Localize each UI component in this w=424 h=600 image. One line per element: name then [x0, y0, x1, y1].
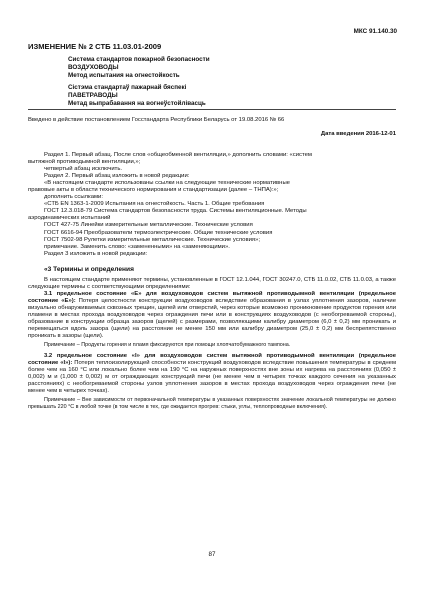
page-number: 87: [208, 551, 216, 558]
text-line: Раздел 2. Первый абзац изложить в новой редакции:: [44, 173, 190, 180]
text-line: ГОСТ 6616-94 Преобразователи термоэлектрические. Общие технические условия: [44, 229, 273, 236]
term-3-1-paragraph: [28, 291, 396, 340]
text-line: «В настоящем стандарте использованы ссылки на следующие технические нормативные: [44, 180, 290, 187]
term-3-1-title: 3.1 предельное состояние «Е» для воздуховодов систем вытяжной противодымной вентиляции (предельное состояние «Е»):: [28, 291, 396, 305]
text-line: Раздел 1. Первый абзац. После слов «общеобменной вентиляции,» дополнить словами: «систем: [44, 152, 312, 158]
section-1-2-changes: [28, 152, 396, 258]
title-by-line3: Метад выпрабавання на вогнеўстойлівасць: [68, 100, 206, 108]
text-line: дополнить ссылками:: [44, 194, 103, 201]
standard-titles: [68, 56, 210, 108]
text-line: ГОСТ 7502-98 Рулетки измерительные металлические. Технические условия»;: [44, 236, 260, 243]
term-3-1-definition: Потеря целостности конструкции воздуховодов вследствие образования в узлах уплотнения зазоров, наличие визуально обнаруживаемых сквозных трещин, щелей или отверстий, через которые возможно проникновение продуктов горения или пламени в местах прохода воздуховодов через ограждения печи или в конструкциях воздуховодов (с необогреваемой стороны), образование в конструкции образца зазоров (щелей) с размерами, позволяющими калибру диаметром (6,0 ± 0,2) мм проникать и перемещаться вдоль зазора (щели) на расстояние не менее 150 мм или калибру диаметром (25,0 ± 0,2) мм беспрепятственно проникать в зазоры (щели).: [28, 298, 396, 340]
text-line: ГОСТ 12.3.018-79 Система стандартов безопасности труда. Системы вентиляционные. Методы: [44, 208, 307, 215]
title-ru-line2: ВОЗДУХОВОДЫ: [68, 64, 119, 72]
mks-code: МКС 91.140.30: [353, 28, 397, 35]
date-of-introduction: Дата введения 2016-12-01: [320, 131, 396, 137]
text-line: «СТБ EN 1363-1-2009 Испытания на огнестойкость. Часть 1. Общие требования: [44, 201, 265, 208]
title-ru-line1: Система стандартов пожарной безопасности: [68, 56, 210, 63]
term-3-2-paragraph: [28, 353, 396, 395]
term-3-2-definition: Потеря теплоизолирующей способности конструкций воздуховодов вследствие повышения температуры в среднем более чем на 160 °С или локально более чем на 190 °С на наружных поверхностях вне зоны их нагрева на расстояниях (0,050 ± 0,002) м и (1,000 ± 0,002) м от ограждающих конструкций печи (не менее чем в четырех точках каждого сечения на указанных расстояниях) с необогреваемой стороны узлов уплотнения зазоров в местах прохода воздуховодов через ограждения печи (не менее чем в четырех точках).: [28, 359, 396, 395]
section-heading: «3 Термины и определения: [44, 266, 134, 273]
title-by-line2: ПАВЕТРАВОДЫ: [68, 91, 118, 99]
text-line: четвертый абзац исключить.: [44, 166, 123, 173]
term-3-2-title: 3.2 предельное состояние «I» для воздуховодов систем вытяжной противодымной вентиляции (предельное состояние «I»):: [28, 352, 396, 366]
title-ru-line3: Метод испытания на огнестойкость: [68, 72, 180, 80]
text-line: вытяжной противодымной вентиляции,»;: [28, 159, 141, 166]
amendment-title: ИЗМЕНЕНИЕ № 2 СТБ 11.03.01-2009: [28, 42, 162, 51]
title-by-line1: Сістэма стандартаў пажарнай бяспекі: [68, 83, 187, 91]
note-1: Примечание – Продукты горения и пламя фиксируются при помощи хлопчатобумажного тампона.: [44, 342, 291, 349]
text-line: правовые акты в области технического нормирования и стандартизации (далее – ТНПА):»;: [28, 187, 279, 194]
section-intro-paragraph: В настоящем стандарте применяют термины, установленные в ГОСТ 12.1.044, ГОСТ 30247.0, СТБ 11.0.02, СТБ 11.0.03, а также следующие термины с соответствующими определениями:: [28, 277, 396, 291]
text-line: Раздел 3 изложить в новой редакции:: [44, 250, 148, 257]
text-line: примечание. Заменить слово: «замененными» на «заменяющими».: [44, 243, 230, 250]
header-divider: [28, 109, 396, 110]
text-line: аэродинамических испытаний: [28, 215, 111, 222]
note-2: Примечание – Вне зависимости от первоначальной температуры в указанных поверхностях значение локальной температуры не должно превышать 220 °С в любой точке (в том числе в тех, где ожидается прогрев: стыки, углы, теплопроводные включения).: [28, 397, 396, 410]
section-3-terms: [28, 266, 396, 410]
text-line: ГОСТ 427-75 Линейки измерительные металлические. Технические условия: [44, 222, 253, 229]
introduction-statement: Введено в действие постановлением Госстандарта Республики Беларусь от 19.08.2016 № 66: [28, 117, 285, 123]
